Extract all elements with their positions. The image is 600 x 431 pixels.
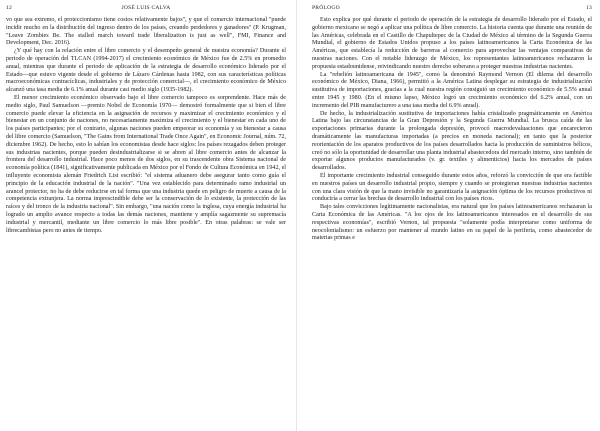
left-paragraph-3: El menor crecimiento económico observado bajo el libre comercio tampoco es sorprendente. Hace más de medio siglo, Paul Samuelson —premio Nobel de Economía 1970— demostró formalmente que si bien el libre comercio puede elevar la eficiencia en la asignación de recursos y maximizar el crecimiento económico y el bienestar en un conjunto de naciones, no necesariamente maximiza el crecimiento y el bienestar en cada uno de los países participantes; por el contrario, algunas naciones pueden empeorar su economía y su bienestar a causa del libre comercio (Samuelson, "The Gains from International Trade Once Again", en Economic Journal, núm. 72, diciembre 1962). De hecho, esto lo sabían los economistas desde hace siglos: los países rezagados deben proteger sus industrias nacientes, porque pueden desindustrializarse si se abren al libre comercio antes de alcanzar la frontera del desarrollo industrial. Hace poco menos de dos siglos, en su trascendente obra Sistema nacional de economía política (1841), significativamente publicada en México por el Fondo de Cultura Económica en 1942, el influyente economista alemán Friedrich List escribió: "el sistema aduanero debe asegurar tanto como guía el principio de la educación industrial de la nación". "Una vez establecido para determinado ramo industrial un arancel protector, no ha de debe reducirse en tal forma que una industria quede en peligro de muerte a causa de la competencia extranjera. La norma imprescindible debe ser la conservación de lo existente, la protección de las raíces y del tronco de la industria nacional". Sin embargo, "una nación como la inglesa, cuya energía industrial ha logrado un amplio avance respecto a todas las demás naciones, mantiene y amplía sagazmente su supremacía industrial y mercantil, mediante un libre comercio lo más libre posible". En otras palabras: se vale ser librecambistas pero no antes de tiempo. [6,94,286,234]
left-page-body [6,17,286,427]
right-paragraph-5: Bajo tales convicciones legítimamente nacionalistas, era natural que los países latinoamericanos rechazaran la Carta Económica de las Américas. "A los ojos de los latinoamericanos interesados en el desarrollo de sus respectivas economías", escribió Vernon, tal propuesta "solamente podía interpretarse como uniforma de neocolonialismo: un esfuerzo por mantener al mundo latino en su papel de la periferia, como abastecedor de materias primas e [312,204,592,242]
left-page [0,0,288,431]
right-page-body [312,17,592,427]
left-page-number: 12 [6,5,12,11]
right-running-head: PRÓLOGO [312,5,340,11]
left-running-head: JOSÉ LUIS CALVA [121,5,171,11]
right-paragraph-1: Esto explica por qué durante el periodo de operación de la estrategia de desarrollo liderado por el Estado, el gobierno mexicano se negó a aplicar una política de libre comercio. La historia cuenta que durante una reunión de las Américas, celebrada en el Castillo de Chapultepec de la Ciudad de México al término de la Segunda Guerra Mundial, el gobierno de Estados Unidos propuso a los países latinoamericanos la Carta Económica de las Américas, que establecía la reducción de barreras al comercio para aprovechar las ventajas comparativas de nuestras naciones. Con el notable liderazgo de México, los representantes latinoamericanos rechazaron la propuesta estadounidense, reivindicando nuestro derecho soberano a proteger nuestras industrias nacientes. [312,17,592,70]
spread-gutter [296,0,297,431]
right-paragraph-2: La "rebelión latinoamericana de 1945", como la denominó Raymond Vernon (El dilema del desarrollo económico de México, Diana, 1966), permitió a la América Latina desplegar su estrategia de industrialización sustitutiva de importaciones, gracias a la cual nuestra región consiguió un crecimiento económico de 5.5% anual entre 1945 y 1980. (En el mismo lapso, México logró un crecimiento económico del 6.2% anual, con un incremento del PIB manufacturero a una tasa media del 6.9% anual). [312,71,592,109]
right-paragraph-4: El importante crecimiento industrial conseguido durante estos años, reforzó la convicción de que era factible en nuestros países un desarrollo industrial propio, siempre y cuando se protegieran nuestras industrias nacientes con una clara visión de que la mano invisible no garantizaría la asignación óptima de los recursos productivos ni conduciría a cerrar las brechas de desarrollo industrial con los países ricos. [312,172,592,203]
right-page [306,0,594,431]
left-paragraph-2: ¿Y qué hay con la relación entre el libre comercio y el desempeño general de nuestra economía? Durante el periodo de operación del TLCAN (1994-2017) el crecimiento económico de México fue de 2.5% en promedio anual, mientras que durante el periodo de aplicación de la estrategia de desarrollo económico liderado por el Estado—que estuvo vigente desde el gobierno de Lázaro Cárdenas hasta 1982, con sus características políticas macroeconómicas contracíclicas, industriales y de protección comercial—, el crecimiento económico de México alcanzó una tasa media de 6.1% anual durante casi medio siglo (1935-1982). [6,48,286,94]
left-paragraph-1: vo que sea extremo, el proteccionismo tiene costos relativamente bajos", y que el comercio internacional "puede incidir mucho en la distribución del ingreso dentro de los países, creando perdedores y ganadores" (P. Krugman, "Leave Zombies Be. The stalled march toward trade liberalization is just as well", FMI, Finance and Development, Dec. 2016). [6,17,286,47]
right-page-number: 13 [586,5,592,11]
right-paragraph-3: De hecho, la industrialización sustitutiva de importaciones había cristalizado pragmáticamente en América Latina bajo las circunstancias de la Gran Depresión y la Segunda Guerra Mundial. La brusca caída de las exportaciones primarias durante la prolongada depresión, provocó macrodevaluaciones que encarecieron dramáticamente las manufacturas importadas (a precios en moneda nacional); en tanto que la posterior reorientación de los aparatos productivos de los países desarrollados hacia la producción de suministros bélicos, creó no sólo la oportunidad de desarrollar una planta industrial abastecedora del mercado interno, sino también de exportar algunos productos manufacturados (v. gr. textiles y alimenticios) hacia los mercados de países desarrollados. [312,110,592,172]
